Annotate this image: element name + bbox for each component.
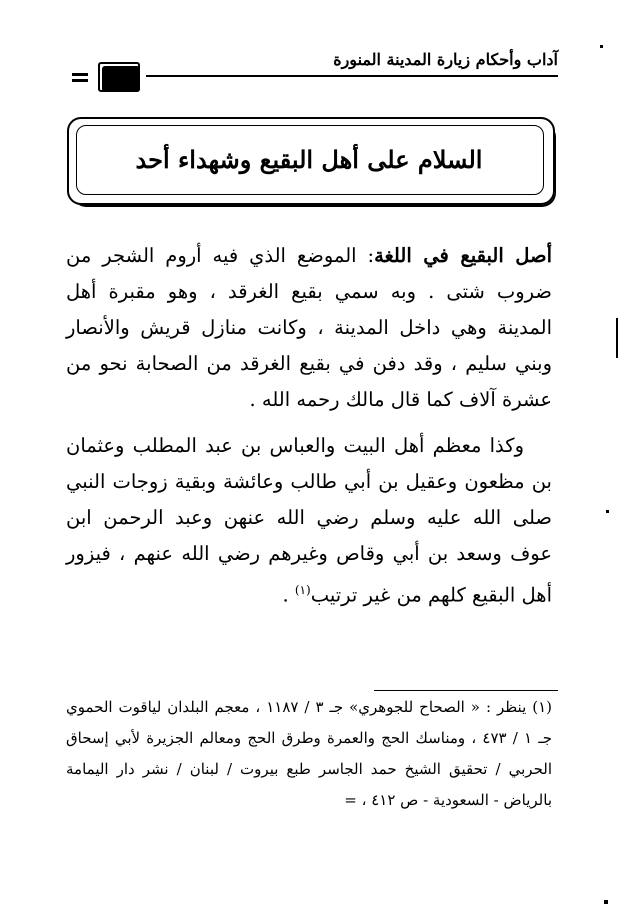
paragraph-2-end: . xyxy=(282,583,295,607)
footnote-rule xyxy=(374,690,558,691)
body-text xyxy=(66,238,552,614)
paragraph-2 xyxy=(66,428,552,614)
equals-ornament xyxy=(72,73,88,85)
footnote-1: (١) ينظر : « الصحاح للجوهري» جـ ٣ / ١١٨٧ ، معجم البلدان لياقوت الحموي جـ ١ / ٤٧٣ ، ومناسك الحج والعمرة وطرق الحج ومعالم الجزيرة لأبي إسحاق الحربي / تحقيق الشيخ حمد الجاسر طبع بيروت / لبنان / نشر دار اليمامة بالرياض - السعودية - ص ٤١٢ ، = xyxy=(66,698,552,809)
chapter-title: السلام على أهل البقيع وشهداء أحد xyxy=(135,144,483,174)
footnote-reference: (١) xyxy=(294,583,311,597)
margin-mark xyxy=(600,45,603,48)
margin-mark xyxy=(604,900,608,904)
paragraph-2-text: وكذا معظم أهل البيت والعباس بن عبد المطلب وعثمان بن مظعون وعقيل بن أبي طالب وعائشة وبقية زوجات النبي صلى الله عليه وسلم رضي الله عنهن وعبد الرحمن ابن عوف وسعد بن أبي وقاص وغيرهم رضي الله عنهم ، فيزور أهل البقيع كلهم من غير ترتيب xyxy=(66,434,552,607)
running-header-title: آداب وأحكام زيارة المدينة المنورة xyxy=(333,50,558,69)
defined-term: أصل البقيع في اللغة xyxy=(374,244,553,267)
paragraph-1-text: : الموضع الذي فيه أروم الشجر من ضروب شتى . وبه سمي بقيع الغرقد ، وهو مقبرة أهل المدينة وهي داخل المدينة ، وكانت منازل قريش والأنصار وبني سليم ، وقد دفن في بقيع الغرقد من الصحابة نحو من عشرة آلاف كما قال مالك رحمه الله . xyxy=(66,244,552,411)
paragraph-1 xyxy=(66,238,552,418)
page-number: ٦٩ xyxy=(98,62,140,92)
header-rule xyxy=(146,75,558,77)
margin-mark xyxy=(606,510,609,513)
footnotes xyxy=(66,692,552,816)
margin-mark xyxy=(616,318,618,358)
